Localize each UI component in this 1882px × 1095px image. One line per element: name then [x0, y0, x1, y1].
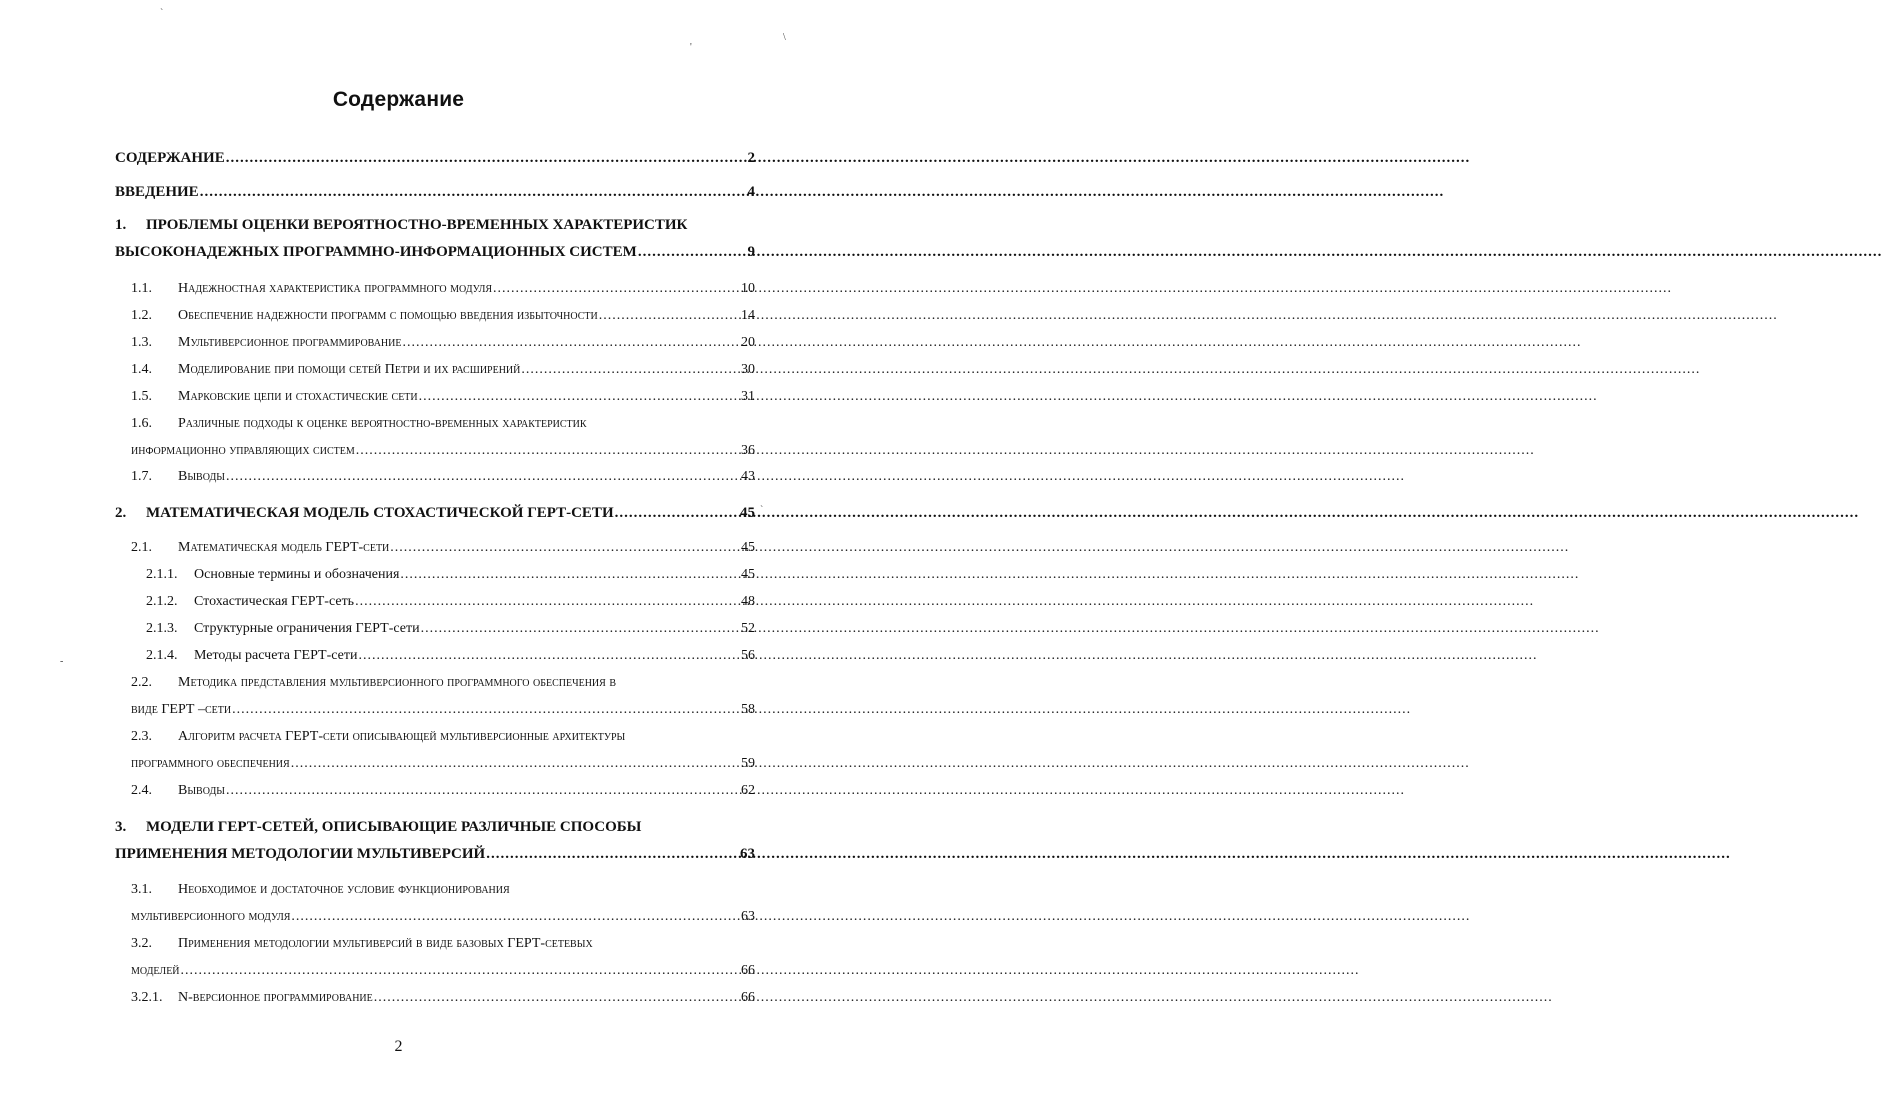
- toc-entry-2-3-cont[interactable]: [131, 754, 755, 774]
- toc-entry-title: виде ГЕРТ –сети: [131, 702, 232, 717]
- toc-entry-title: Математическая модель ГЕРТ-сети: [178, 540, 390, 555]
- toc-entry-1-3[interactable]: [131, 333, 755, 353]
- toc-entry-title: Структурные ограничения ГЕРТ-сети: [194, 621, 420, 636]
- toc-entry-introduction[interactable]: [115, 182, 755, 202]
- leader-dots: [226, 467, 739, 487]
- toc-entry-title: N-версионное программирование: [178, 990, 373, 1005]
- toc-entry-number: 3.1.: [131, 882, 152, 897]
- toc-entry-title: Различные подходы к оценке вероятностно-временных характеристик: [178, 416, 587, 431]
- toc-entry-number: 3.: [115, 819, 127, 835]
- toc-entry-page: 36: [741, 443, 755, 458]
- toc-entry-title: Методы расчета ГЕРТ-сети: [194, 648, 358, 663]
- toc-entry-page: 63: [740, 846, 755, 862]
- toc-entry-3-1[interactable]: [131, 880, 755, 900]
- leader-dots: [355, 592, 739, 612]
- toc-entry-title: СОДЕРЖАНИЕ: [115, 150, 225, 166]
- toc-entry-1-5[interactable]: [131, 387, 755, 407]
- toc-entry-page: 45: [741, 567, 755, 582]
- leader-dots: [638, 242, 746, 262]
- toc-entry-2-1-2[interactable]: [146, 592, 755, 612]
- toc-entry-page: 45: [740, 505, 755, 521]
- leader-dots: [181, 961, 739, 981]
- toc-entry-page: 59: [741, 756, 755, 771]
- toc-entry-page: 66: [741, 963, 755, 978]
- leader-dots: [493, 279, 739, 299]
- toc-entry-title: Выводы: [178, 469, 225, 484]
- toc-entry-2-1[interactable]: [131, 538, 755, 558]
- leader-dots: [421, 619, 739, 639]
- toc-entry-chapter-1-cont[interactable]: [115, 242, 755, 262]
- toc-entry-2-1-1[interactable]: [146, 565, 755, 585]
- leader-dots: [599, 306, 739, 326]
- toc-entry-3-2-cont[interactable]: [131, 961, 755, 981]
- toc-entry-2-2[interactable]: [131, 673, 755, 693]
- toc-entry-2-2-cont[interactable]: [131, 700, 755, 720]
- page-number: 2: [394, 1038, 403, 1055]
- toc-entry-number: 2.1.: [131, 540, 152, 555]
- toc-entry-page: 2: [747, 150, 755, 166]
- toc-entry-number: 3.2.1.: [131, 990, 163, 1005]
- leader-dots: [521, 360, 739, 380]
- toc-entry-page: 48: [741, 594, 755, 609]
- toc-entry-title: ПРОБЛЕМЫ ОЦЕНКИ ВЕРОЯТНОСТНО-ВРЕМЕННЫХ ХАРАКТЕРИСТИК: [146, 217, 688, 233]
- scan-speck: \: [783, 32, 786, 43]
- toc-entry-title: ПРИМЕНЕНИЯ МЕТОДОЛОГИИ МУЛЬТИВЕРСИЙ: [115, 846, 486, 862]
- toc-entry-number: 1.6.: [131, 416, 152, 431]
- toc-entry-1-1[interactable]: [131, 279, 755, 299]
- toc-entry-title: Моделирование при помощи сетей Петри и их расширений: [178, 362, 521, 377]
- toc-entry-number: 2.1.4.: [146, 648, 178, 663]
- toc-entry-number: 1.7.: [131, 469, 152, 484]
- leader-dots: [374, 988, 739, 1008]
- toc-entry-title: МАТЕМАТИЧЕСКАЯ МОДЕЛЬ СТОХАСТИЧЕСКОЙ ГЕРТ-СЕТИ: [146, 505, 614, 521]
- toc-entry-page: 58: [741, 702, 755, 717]
- toc-entry-chapter-3[interactable]: [115, 817, 755, 837]
- toc-entry-1-4[interactable]: [131, 360, 755, 380]
- toc-entry-number: 1.5.: [131, 389, 152, 404]
- toc-entry-number: 2.1.2.: [146, 594, 178, 609]
- toc-entry-number: 1.4.: [131, 362, 152, 377]
- toc-entry-title: мультиверсионного модуля: [131, 909, 291, 924]
- toc-entry-number: 2.3.: [131, 729, 152, 744]
- toc-entry-contents[interactable]: [115, 148, 755, 168]
- toc-entry-page: 14: [741, 308, 755, 323]
- leader-dots: [486, 844, 738, 864]
- toc-entry-number: 1.2.: [131, 308, 152, 323]
- toc-entry-number: 2.: [115, 505, 127, 521]
- toc-entry-title: Обеспечение надежности программ с помощью введения избыточности: [178, 308, 598, 323]
- toc-entry-chapter-2[interactable]: [115, 503, 755, 523]
- toc-entry-page: 9: [747, 244, 755, 260]
- toc-entry-title: Стохастическая ГЕРТ-сеть: [194, 594, 355, 609]
- toc-entry-page: 66: [741, 990, 755, 1005]
- toc-entry-3-1-cont[interactable]: [131, 907, 755, 927]
- toc-entry-page: 52: [741, 621, 755, 636]
- toc-entry-2-1-4[interactable]: [146, 646, 755, 666]
- leader-dots: [358, 646, 739, 666]
- leader-dots: [390, 538, 739, 558]
- toc-entry-title: Алгоритм расчета ГЕРТ-сети описывающей мультиверсионные архитектуры: [178, 729, 626, 744]
- toc-entry-title: программного обеспечения: [131, 756, 290, 771]
- toc-entry-1-6-cont[interactable]: [131, 441, 755, 461]
- toc-entry-1-7[interactable]: [131, 467, 755, 487]
- toc-entry-page: 45: [741, 540, 755, 555]
- leader-dots: [200, 182, 746, 202]
- toc-entry-2-3[interactable]: [131, 727, 755, 747]
- toc-entry-number: 3.2.: [131, 936, 152, 951]
- page-title: Содержание: [332, 88, 465, 111]
- toc-entry-number: 2.4.: [131, 783, 152, 798]
- toc-entry-number: 2.1.3.: [146, 621, 178, 636]
- toc-entry-title: МОДЕЛИ ГЕРТ-СЕТЕЙ, ОПИСЫВАЮЩИЕ РАЗЛИЧНЫЕ СПОСОБЫ: [146, 819, 642, 835]
- toc-entry-3-2-1[interactable]: [131, 988, 755, 1008]
- toc-entry-page: 4: [747, 184, 755, 200]
- leader-dots: [291, 754, 739, 774]
- leader-dots: [400, 565, 739, 585]
- toc-entry-title: Основные термины и обозначения: [194, 567, 400, 582]
- toc-entry-title: ВВЕДЕНИЕ: [115, 184, 199, 200]
- leader-dots: [419, 387, 739, 407]
- toc-entry-page: 31: [741, 389, 755, 404]
- toc-entry-number: 2.2.: [131, 675, 152, 690]
- toc-entry-2-1-3[interactable]: [146, 619, 755, 639]
- leader-dots: [226, 781, 739, 801]
- toc-entry-title: моделей: [131, 963, 180, 978]
- toc-entry-title: Выводы: [178, 783, 225, 798]
- toc-entry-number: 1.3.: [131, 335, 152, 350]
- toc-entry-page: 43: [741, 469, 755, 484]
- leader-dots: [615, 503, 738, 523]
- toc-entry-number: 1.: [115, 217, 127, 233]
- toc-entry-page: 30: [741, 362, 755, 377]
- toc-entry-title: Марковские цепи и стохастические сети: [178, 389, 418, 404]
- toc-entry-page: 20: [741, 335, 755, 350]
- toc-entry-title: Применения методологии мультиверсий в виде базовых ГЕРТ-сетевых: [178, 936, 593, 951]
- toc-entry-3-2[interactable]: [131, 934, 755, 954]
- leader-dots: [356, 441, 739, 461]
- scan-speck: `: [760, 505, 764, 516]
- toc-entry-page: 62: [741, 783, 755, 798]
- toc-entry-1-2[interactable]: [131, 306, 755, 326]
- leader-dots: [291, 907, 739, 927]
- toc-entry-page: 56: [741, 648, 755, 663]
- toc-entry-number: 2.1.1.: [146, 567, 178, 582]
- toc-entry-title: Надежностная характеристика программного модуля: [178, 281, 493, 296]
- toc-entry-2-4[interactable]: [131, 781, 755, 801]
- toc-entry-title: информационно управляющих систем: [131, 443, 355, 458]
- toc-entry-title: ВЫСОКОНАДЕЖНЫХ ПРОГРАММНО-ИНФОРМАЦИОННЫХ СИСТЕМ: [115, 244, 637, 260]
- scan-speck: -: [60, 656, 64, 667]
- toc-entry-1-6[interactable]: [131, 414, 755, 434]
- toc-entry-page: 10: [741, 281, 755, 296]
- leader-dots: [403, 333, 740, 353]
- toc-entry-number: 1.1.: [131, 281, 152, 296]
- leader-dots: [232, 700, 739, 720]
- toc-entry-title: Необходимое и достаточное условие функционирования: [178, 882, 510, 897]
- toc-entry-title: Методика представления мультиверсионного программного обеспечения в: [178, 675, 616, 690]
- toc-entry-chapter-3-cont[interactable]: [115, 844, 755, 864]
- leader-dots: [226, 148, 746, 168]
- scan-speck: ': [690, 42, 692, 53]
- toc-entry-chapter-1[interactable]: [115, 215, 755, 235]
- scan-speck: `: [160, 8, 164, 19]
- toc-entry-title: Мультиверсионное программирование: [178, 335, 402, 350]
- toc-entry-page: 63: [741, 909, 755, 924]
- table-of-contents: [0, 0, 797, 1095]
